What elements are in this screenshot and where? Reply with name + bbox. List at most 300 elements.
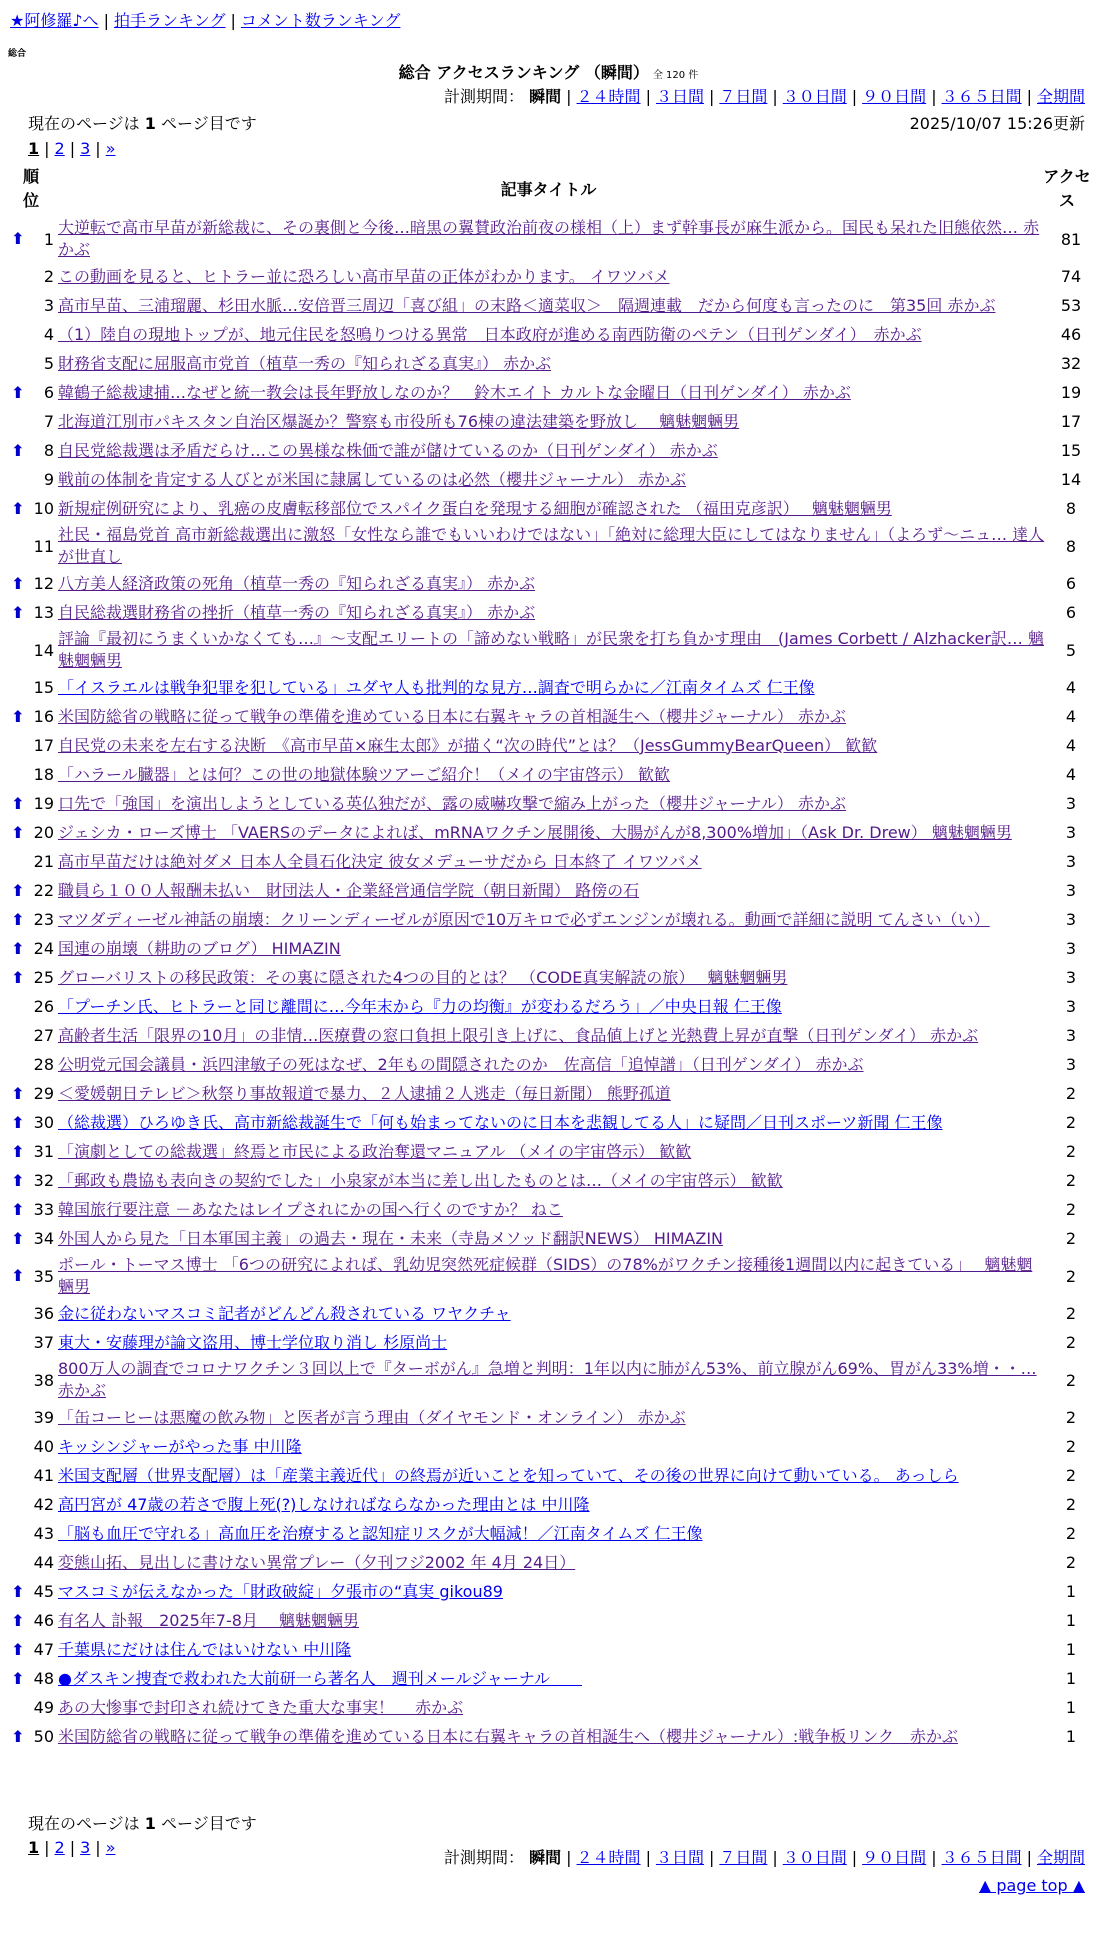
table-row (0, 1224, 1097, 1253)
rank-number: 9 (43, 470, 54, 489)
access-count: 3 (1065, 1026, 1077, 1045)
article-link[interactable]: 千葉県にだけは住んではいけない 中川隆 (58, 1639, 352, 1659)
title-cell (58, 677, 1048, 699)
separator: | (645, 87, 651, 106)
title-cell (58, 880, 1048, 902)
article-link[interactable]: 東大・安藤理が論文盗用、博士学位取り消し 杉原尚士 (58, 1332, 448, 1352)
title-cell (58, 602, 1048, 624)
table-row (0, 407, 1097, 436)
title-cell (58, 469, 1048, 491)
access-count: 2 (1065, 1229, 1077, 1248)
title-cell (58, 1668, 1048, 1690)
article-link[interactable]: （総裁選）ひろゆき氏、高市新総裁誕生で「何も始まってないのに日本を悲観してる人」に疑問／日刊スポーツ新聞 仁王像 (58, 1112, 943, 1132)
access-count: 81 (1060, 229, 1082, 249)
separator: | (931, 1848, 937, 1867)
table-row (0, 1664, 1097, 1693)
article-link[interactable]: 高市早苗だけは絶対ダメ 日本人全員石化決定 彼女メデューサだから 日本終了 イワツバメ (58, 851, 702, 871)
access-count: 1 (1065, 1727, 1077, 1746)
up-arrow-icon: ⬆ (11, 1199, 25, 1219)
separator: | (931, 87, 937, 106)
title-cell (58, 1697, 1048, 1719)
access-count: 1 (1065, 1611, 1077, 1630)
period-link[interactable]: ２４時間 (576, 1848, 641, 1867)
page-info-top (28, 113, 257, 135)
title-cell (58, 1581, 1048, 1603)
title-cell (58, 1358, 1048, 1402)
period-link[interactable]: ３０日間 (782, 1848, 847, 1867)
rank-number: 26 (33, 997, 54, 1016)
article-link[interactable]: この動画を見ると、ヒトラー並に恐ろしい高市早苗の正体がわかります。 イワツバメ (58, 266, 670, 286)
separator: | (708, 87, 715, 106)
table-row (0, 1166, 1097, 1195)
rank-number: 7 (43, 412, 54, 431)
article-link[interactable]: 「プーチン氏、ヒトラーと同じ離間に…今年末から『力の均衡』が変わるだろう」／中央日報 仁王像 (58, 996, 782, 1016)
title-cell (58, 851, 1048, 873)
up-arrow-icon: ⬆ (11, 1668, 25, 1688)
separator: | (95, 1838, 101, 1857)
title-cell (58, 573, 1048, 595)
rank-number: 20 (33, 823, 54, 842)
access-count: 2 (1065, 1084, 1077, 1103)
article-link[interactable]: 米国支配層（世界支配層）は「産業主義近代」の終焉が近いことを知っていて、その後の世界に向けて動いている。 あっしら (58, 1465, 959, 1485)
separator: | (566, 87, 572, 106)
access-count: 53 (1060, 296, 1082, 315)
title-cell (58, 909, 1048, 931)
up-arrow-icon: ⬆ (11, 229, 25, 248)
page-title (0, 62, 1097, 87)
article-link[interactable]: 米国防総省の戦略に従って戦争の準備を進めている日本に右翼キャラの首相誕生へ（櫻井ジャーナル）:戦争板リンク 赤かぶ (58, 1726, 958, 1746)
access-count: 3 (1065, 852, 1077, 871)
period-selector-bottom (444, 1847, 1085, 1869)
rank-number: 33 (33, 1200, 54, 1219)
table-row (0, 1403, 1097, 1432)
access-count: 15 (1060, 441, 1082, 460)
table-row (0, 291, 1097, 320)
separator: | (95, 139, 101, 158)
table-row (0, 1108, 1097, 1137)
pager-top (28, 138, 115, 160)
up-arrow-icon: ⬆ (11, 573, 25, 593)
ranking-title: 総合 アクセスランキング （瞬間） (398, 63, 649, 82)
up-arrow-icon: ⬆ (11, 938, 25, 958)
access-count: 2 (1065, 1437, 1077, 1456)
table-row (0, 1195, 1097, 1224)
pager-link[interactable]: 3 (80, 139, 91, 158)
access-count: 4 (1065, 707, 1077, 726)
title-cell (58, 1407, 1048, 1429)
table-row (0, 847, 1097, 876)
period-link[interactable]: ７日間 (719, 87, 768, 106)
ranking-table (0, 216, 1097, 1751)
up-arrow-icon: ⬆ (11, 706, 25, 726)
up-arrow-icon: ⬆ (11, 793, 25, 813)
rank-number: 29 (33, 1084, 54, 1103)
access-count: 2 (1065, 1466, 1077, 1485)
access-count: 1 (1065, 1640, 1077, 1659)
article-link[interactable]: 戦前の体制を肯定する人びとが米国に隷属しているのは必然（櫻井ジャーナル） 赤かぶ (58, 469, 686, 489)
rank-number: 25 (33, 968, 54, 987)
article-link[interactable]: 韓鶴子総裁逮捕…なぜと統一教会は長年野放しなのか？ 鈴木エイト カルトな金曜日（日刊ゲンダイ） 赤かぶ (58, 382, 851, 402)
access-count: 32 (1060, 354, 1082, 373)
access-count: 2 (1065, 1524, 1077, 1543)
rank-number: 35 (33, 1266, 54, 1286)
table-row (0, 1079, 1097, 1108)
rank-column-header: 順位 (22, 167, 39, 210)
access-count: 2 (1065, 1142, 1077, 1161)
access-count: 14 (1060, 470, 1082, 489)
rank-number: 34 (33, 1229, 54, 1248)
separator: | (103, 11, 109, 30)
pager-link[interactable]: 3 (80, 1838, 91, 1857)
rank-number: 5 (43, 354, 54, 373)
article-link[interactable]: （1）陸自の現地トップが、地元住民を怒鳴りつける異常 日本政府が進める南西防衛のペテン（日刊ゲンダイ） 赤かぶ (58, 324, 922, 344)
table-row (0, 1519, 1097, 1548)
article-link[interactable]: 「ハラール臓器」とは何？この世の地獄体験ツアーご紹介！（メイの宇宙啓示） 歓歓 (58, 764, 670, 784)
access-count: 2 (1065, 1304, 1077, 1323)
updated-timestamp: 2025/10/07 15:26更新 (909, 114, 1085, 133)
article-link[interactable]: 自民総裁選財務省の挫折（植草一秀の『知られざる真実』） 赤かぶ (58, 602, 536, 622)
separator: | (1026, 87, 1032, 106)
separator: | (708, 1848, 715, 1867)
article-link[interactable]: 職員ら１００人報酬未払い 財団法人・企業経営通信学院（朝日新聞） 路傍の石 (58, 880, 640, 900)
access-count: 19 (1060, 383, 1082, 402)
table-row (0, 1050, 1097, 1079)
rank-number: 8 (43, 441, 54, 460)
separator: | (566, 1848, 572, 1867)
table-row (0, 1328, 1097, 1357)
access-count: 74 (1060, 267, 1082, 286)
up-arrow-icon: ⬆ (11, 1610, 25, 1630)
article-link[interactable]: ジェシカ・ローズ博士 「VAERSのデータによれば、mRNAワクチン展開後、大腸がんが8,300%増加」（Ask Dr. Drew） 魑魅魍魎男 (58, 822, 1012, 842)
up-arrow-icon: ⬆ (11, 1141, 25, 1161)
title-cell (58, 498, 1048, 520)
rank-number: 17 (33, 736, 54, 755)
article-link[interactable]: 変態山拓、見出しに書けない異常プレー（夕刊フジ2002 年 4月 24日） (58, 1552, 576, 1572)
up-arrow-icon: ⬆ (11, 1228, 25, 1248)
title-cell (58, 938, 1048, 960)
rank-number: 22 (33, 881, 54, 900)
title-cell (58, 266, 1048, 288)
article-link[interactable]: 評論『最初にうまくいかなくても…』〜支配エリートの「諦めない戦略」が民衆を打ち負かす理由 (James Corbett / Alzhacker訳… 魑魅魍魎男 (58, 629, 1045, 670)
rank-number: 16 (33, 707, 54, 726)
access-count: 2 (1065, 1200, 1077, 1219)
title-cell (58, 1523, 1048, 1545)
rank-number: 11 (33, 536, 54, 556)
table-row (0, 1253, 1097, 1299)
page-info-prefix: 現在のページは (28, 114, 140, 133)
title-cell (58, 1639, 1048, 1661)
rank-number: 3 (43, 296, 54, 315)
table-row (0, 702, 1097, 731)
title-cell (58, 967, 1048, 989)
applause-ranking-link[interactable]: 拍手ランキング (113, 11, 226, 30)
access-column-header: アクセス (1043, 167, 1091, 210)
up-arrow-icon: ⬆ (11, 880, 25, 900)
access-count: 1 (1065, 1582, 1077, 1601)
table-row (0, 569, 1097, 598)
title-cell (58, 1465, 1048, 1487)
period-link[interactable]: ３６５日間 (941, 1848, 1022, 1867)
period-link[interactable]: ３６５日間 (941, 87, 1022, 106)
title-cell (58, 1054, 1048, 1076)
rank-number: 49 (33, 1698, 54, 1717)
title-cell (58, 706, 1048, 728)
up-arrow-icon: ⬆ (11, 1266, 25, 1285)
access-count: 46 (1060, 325, 1082, 344)
access-count: 2 (1065, 1171, 1077, 1190)
rank-number: 50 (33, 1727, 54, 1746)
article-link[interactable]: 自民党の未来を左右する決断 《高市早苗×麻生太郎》が描く“次の時代”とは？（JessGummyBearQueen） 歓歓 (58, 735, 878, 755)
article-link[interactable]: 韓国旅行要注意 －あなたはレイプされにかの国へ行くのですか？ ねこ (58, 1199, 563, 1219)
rank-number: 44 (33, 1553, 54, 1572)
article-link[interactable]: ●ダスキン捜査で救われた大前研一ら著名人 週刊メールジャーナル (58, 1668, 582, 1688)
table-row (0, 731, 1097, 760)
table-row (0, 1299, 1097, 1328)
pager-link[interactable]: 2 (54, 1838, 65, 1857)
article-link[interactable]: 新規症例研究により、乳癌の皮膚転移部位でスパイク蛋白を発現する細胞が確認された （福田克彦訳） 魑魅魍魎男 (58, 498, 892, 518)
article-link[interactable]: 高円宮が 47歳の若さで腹上死(?)しなければならなかった理由とは 中川隆 (58, 1494, 590, 1514)
table-row (0, 1722, 1097, 1751)
title-cell (58, 411, 1048, 433)
access-count: 1 (1065, 1669, 1077, 1688)
access-count: 4 (1065, 678, 1077, 697)
title-cell (58, 1141, 1048, 1163)
period-link[interactable]: ３日間 (655, 87, 704, 106)
table-row (0, 627, 1097, 673)
separator: | (230, 11, 236, 30)
access-count: 4 (1065, 765, 1077, 784)
rank-number: 27 (33, 1026, 54, 1045)
access-count: 8 (1065, 536, 1077, 556)
article-link[interactable]: 社民・福島党首 高市新総裁選出に激怒「女性なら誰でもいいわけではない」「絶対に総理大臣にしてはなりません」（よろず〜ニュ… 達人が世直し (58, 525, 1045, 566)
title-cell (58, 1170, 1048, 1192)
title-cell (58, 1552, 1048, 1574)
up-arrow-icon: ⬆ (11, 382, 25, 402)
title-cell (58, 382, 1048, 404)
access-count: 2 (1065, 1113, 1077, 1132)
period-link[interactable]: ３日間 (655, 1848, 704, 1867)
table-row (0, 1577, 1097, 1606)
comment-ranking-link[interactable]: コメント数ランキング (240, 11, 401, 30)
article-link[interactable]: 「演劇としての総裁選」終焉と市民による政治奪還マニュアル （メイの宇宙啓示） 歓歓 (58, 1141, 692, 1161)
pager-current: 1 (28, 1838, 40, 1857)
rank-number: 6 (43, 383, 54, 402)
title-cell (58, 764, 1048, 786)
up-arrow-icon: ⬆ (11, 498, 25, 518)
article-link[interactable]: 「郵政も農協も表向きの契約でした」小泉家が本当に差し出したものとは…（メイの宇宙啓示） 歓歓 (58, 1170, 783, 1190)
up-arrow-icon: ⬆ (11, 967, 25, 987)
title-cell (58, 1083, 1048, 1105)
title-cell (58, 1436, 1048, 1458)
access-count: 3 (1065, 1055, 1077, 1074)
title-cell (58, 353, 1048, 375)
rank-number: 14 (33, 640, 54, 660)
title-cell (58, 440, 1048, 462)
table-row (0, 349, 1097, 378)
table-row (0, 465, 1097, 494)
up-arrow-icon: ⬆ (11, 822, 25, 842)
article-link[interactable]: 「脳も血圧で守れる」高血圧を治療すると認知症リスクが大幅減！／江南タイムズ 仁王像 (58, 1523, 703, 1543)
table-row (0, 1490, 1097, 1519)
table-row (0, 963, 1097, 992)
period-current: 瞬間 (529, 1848, 562, 1867)
table-row (0, 876, 1097, 905)
article-link[interactable]: キッシンジャーがやった事 中川隆 (58, 1436, 302, 1456)
total-count: 全 120 件 (652, 70, 699, 81)
table-row (0, 992, 1097, 1021)
title-cell (58, 1332, 1048, 1354)
rank-number: 19 (33, 794, 54, 813)
separator: | (69, 139, 76, 158)
rank-number: 46 (33, 1611, 54, 1630)
page-top-link[interactable]: ▲ page top ▲ (978, 1876, 1085, 1895)
up-arrow-icon: ⬆ (11, 440, 25, 460)
up-arrow-icon: ⬆ (11, 1112, 25, 1132)
title-cell (58, 822, 1048, 844)
page-info-prefix: 現在のページは (28, 1814, 140, 1833)
period-link[interactable]: ３０日間 (782, 87, 847, 106)
access-count: 3 (1065, 794, 1077, 813)
access-count: 3 (1065, 968, 1077, 987)
access-count: 1 (1065, 1698, 1077, 1717)
separator: | (851, 87, 858, 106)
rank-number: 23 (33, 910, 54, 929)
top-nav (10, 10, 400, 32)
article-link[interactable]: 高市早苗、三浦瑠麗、杉田水脈…安倍晋三周辺「喜び組」の末路＜適菜収＞ 隔週連載 だから何度も言ったのに 第35回 赤かぶ (58, 295, 996, 315)
rank-number: 12 (33, 574, 54, 593)
article-link[interactable]: 財務省支配に屈服高市党首（植草一秀の『知られざる真実』） 赤かぶ (58, 353, 552, 373)
article-link[interactable]: 高齢者生活「限界の10月」の非情…医療費の窓口負担上限引き上げに、食品値上げと光熱費上昇が直撃（日刊ゲンダイ） 赤かぶ (58, 1025, 979, 1045)
article-link[interactable]: 金に従わないマスコミ記者がどんどん殺されている ワヤクチャ (58, 1303, 511, 1323)
title-cell (58, 1494, 1048, 1516)
article-link[interactable]: 自民党総裁選は矛盾だらけ…この異様な株価で誰が儲けているのか（日刊ゲンダイ） 赤かぶ (58, 440, 718, 460)
title-cell (58, 628, 1048, 672)
rank-number: 21 (33, 852, 54, 871)
article-link[interactable]: 米国防総省の戦略に従って戦争の準備を進めている日本に右翼キャラの首相誕生へ（櫻井ジャーナル） 赤かぶ (58, 706, 846, 726)
period-link[interactable]: ２４時間 (576, 87, 641, 106)
table-row (0, 1461, 1097, 1490)
period-label: 計測期間： (444, 1848, 525, 1867)
article-link[interactable]: グローバリストの移民政策：その裏に隠された4つの目的とは？ （CODE真実解読の旅） 魑魅魍魎男 (58, 967, 788, 987)
access-count: 6 (1065, 603, 1077, 622)
pager-bottom (28, 1837, 115, 1859)
table-row (0, 1693, 1097, 1722)
rank-number: 38 (33, 1370, 54, 1390)
article-link[interactable]: ＜愛媛朝日テレビ＞秋祭り事故報道で暴力、２人逮捕２人逃走（毎日新聞） 熊野孤道 (58, 1083, 671, 1103)
title-cell (58, 1112, 1048, 1134)
rank-number: 36 (33, 1304, 54, 1323)
pager-current: 1 (28, 139, 40, 158)
article-link[interactable]: 口先で「強国」を演出しようとしている英仏独だが、露の威嚇攻撃で縮み上がった（櫻井ジャーナル） 赤かぶ (58, 793, 846, 813)
table-row (0, 905, 1097, 934)
article-link[interactable]: あの大惨事で封印され続けてきた重大な事実！ 赤かぶ (58, 1697, 464, 1717)
page-info-suffix: ページ目です (161, 114, 257, 133)
rank-number: 47 (33, 1640, 54, 1659)
period-current: 瞬間 (529, 87, 562, 106)
table-row (0, 1137, 1097, 1166)
title-cell (58, 295, 1048, 317)
separator: | (69, 1838, 76, 1857)
rank-number: 48 (33, 1669, 54, 1688)
period-link[interactable]: 全期間 (1036, 1848, 1085, 1867)
article-link[interactable]: 国連の崩壊（耕助のブログ） HIMAZIN (58, 938, 341, 958)
article-link[interactable]: 八方美人経済政策の死角（植草一秀の『知られざる真実』） 赤かぶ (58, 573, 536, 593)
rank-number: 42 (33, 1495, 54, 1514)
article-link[interactable]: 800万人の調査でコロナワクチン３回以上で『ターボがん』急増と判明：1年以内に肺がん53%、前立腺がん69%、胃がん33%増・・… 赤かぶ (58, 1359, 1037, 1400)
rank-number: 31 (33, 1142, 54, 1161)
rank-number: 30 (33, 1113, 54, 1132)
access-count: 3 (1065, 823, 1077, 842)
table-row (0, 1606, 1097, 1635)
rank-number: 18 (33, 765, 54, 784)
access-count: 8 (1065, 499, 1077, 518)
article-link[interactable]: ポール・トーマス博士 「6つの研究によれば、乳幼児突然死症候群（SIDS）の78%がワクチン接種後1週間以内に起きている」 魑魅魍魎男 (58, 1255, 1033, 1296)
pager-link[interactable]: » (105, 1838, 116, 1857)
article-link[interactable]: 大逆転で高市早苗が新総裁に、その裏側と今後…暗黒の翼賛政治前夜の様相（上）まず幹事長が麻生派から。国民も呆れた旧態依然… 赤かぶ (58, 218, 1040, 259)
access-count: 2 (1065, 1495, 1077, 1514)
article-link[interactable]: 有名人 訃報 2025年7-8月 魑魅魍魎男 (58, 1610, 360, 1630)
title-cell (58, 1254, 1048, 1298)
period-link[interactable]: ９０日間 (862, 87, 927, 106)
separator: | (44, 139, 50, 158)
article-link[interactable]: 「缶コーヒーは悪魔の飲み物」と医者が言う理由（ダイヤモンド・オンライン） 赤かぶ (58, 1407, 686, 1427)
table-row (0, 378, 1097, 407)
pager-link[interactable]: » (105, 139, 116, 158)
rank-number: 10 (33, 499, 54, 518)
article-link[interactable]: マツダディーゼル神話の崩壊：クリーンディーゼルが原因で10万キロで必ずエンジンが壊れる。動画で詳細に説明 てんさい（い） (58, 909, 990, 929)
pager-link[interactable]: 2 (54, 139, 65, 158)
table-row (0, 436, 1097, 465)
table-row (0, 523, 1097, 569)
table-row (0, 494, 1097, 523)
rank-number: 40 (33, 1437, 54, 1456)
separator: | (772, 1848, 778, 1867)
rank-number: 13 (33, 603, 54, 622)
article-link[interactable]: 外国人から見た「日本軍国主義」の過去・現在・未来（寺島メソッド翻訳NEWS） HIMAZIN (58, 1228, 724, 1248)
home-link[interactable]: ★阿修羅♪へ (10, 11, 99, 30)
article-link[interactable]: 北海道江別市パキスタン自治区爆誕か？警察も市役所も76棟の違法建築を野放し 魑魅魍魎男 (58, 411, 740, 431)
up-arrow-icon: ⬆ (11, 909, 25, 929)
title-cell (58, 1025, 1048, 1047)
access-count: 2 (1065, 1553, 1077, 1572)
rank-number: 15 (33, 678, 54, 697)
page-info-suffix: ページ目です (161, 1814, 257, 1833)
access-count: 4 (1065, 736, 1077, 755)
access-count: 3 (1065, 939, 1077, 958)
article-link[interactable]: 公明党元国会議員・浜四津敏子の死はなぜ、2年もの間隠されたのか 佐高信「追悼譜」（日刊ゲンダイ） 赤かぶ (58, 1054, 864, 1074)
access-count: 2 (1065, 1408, 1077, 1427)
table-row (0, 673, 1097, 702)
period-link[interactable]: 全期間 (1036, 87, 1085, 106)
rank-number: 37 (33, 1333, 54, 1352)
access-count: 3 (1065, 997, 1077, 1016)
article-link[interactable]: マスコミが伝えなかった「財政破綻」夕張市の“真実 gikou89 (58, 1581, 503, 1601)
table-row (0, 1357, 1097, 1403)
table-row (0, 934, 1097, 963)
title-cell (58, 217, 1048, 261)
period-link[interactable]: ９０日間 (862, 1848, 927, 1867)
up-arrow-icon: ⬆ (11, 1639, 25, 1659)
page-info-number: 1 (144, 1814, 156, 1833)
separator: | (772, 87, 778, 106)
table-row (0, 789, 1097, 818)
rank-number: 2 (43, 267, 54, 286)
article-link[interactable]: 「イスラエルは戦争犯罪を犯している」ユダヤ人も批判的な見方…調査で明らかに／江南タイムズ 仁王像 (58, 677, 815, 697)
rank-number: 45 (33, 1582, 54, 1601)
page-info-bottom (28, 1813, 257, 1835)
access-count: 17 (1060, 412, 1082, 431)
period-link[interactable]: ７日間 (719, 1848, 768, 1867)
